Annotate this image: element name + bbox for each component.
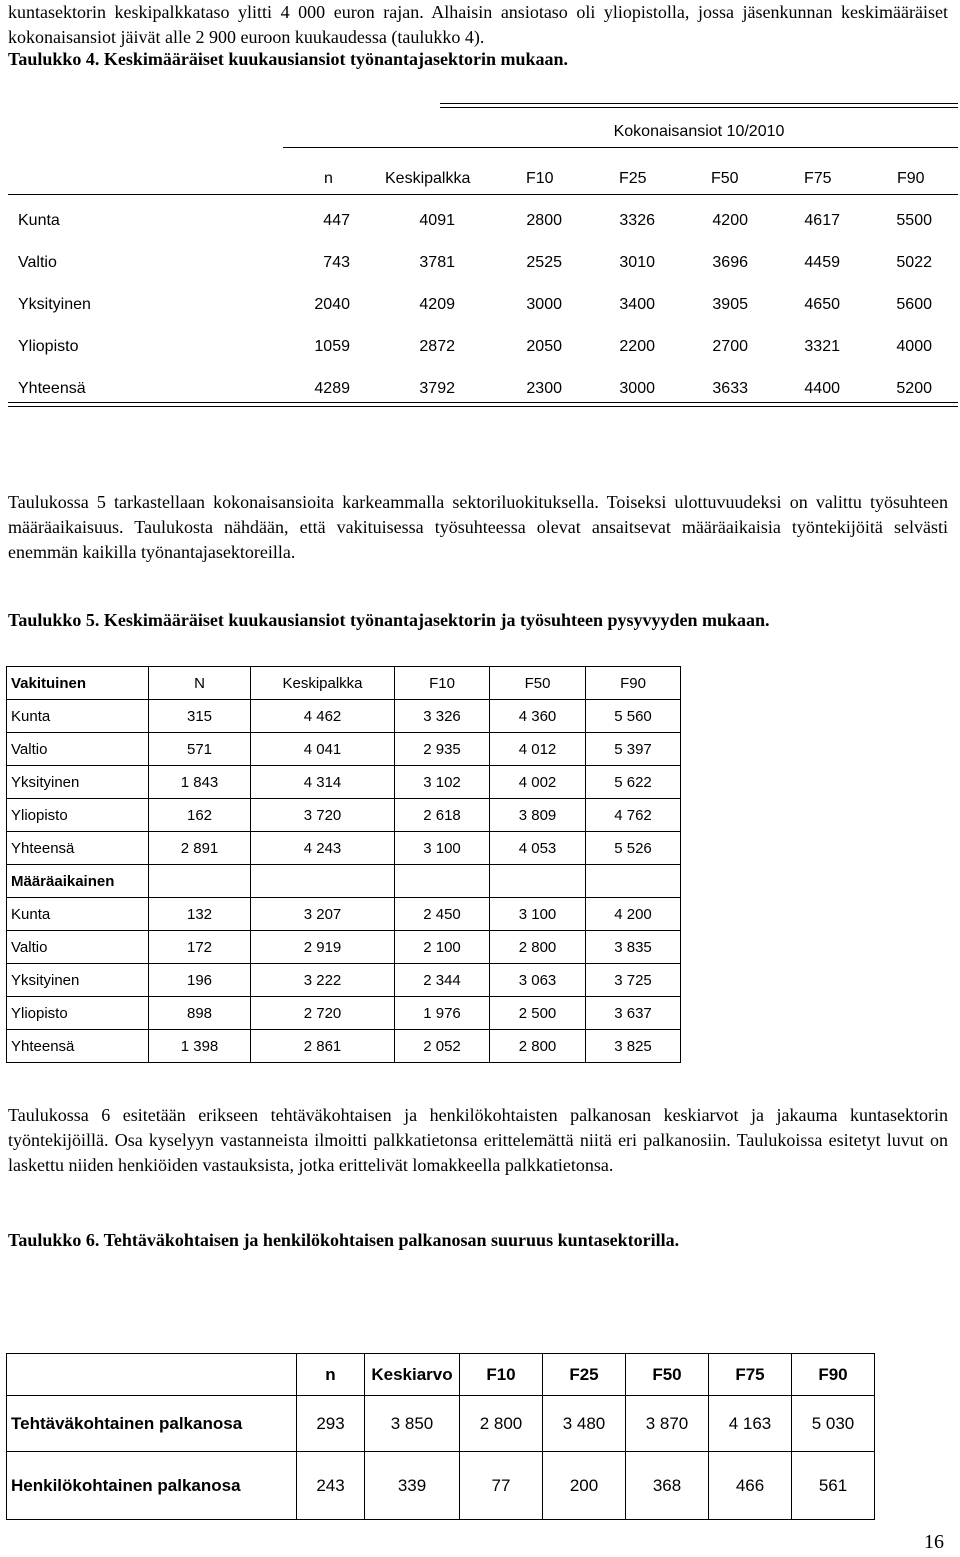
table4-bottom-rule — [8, 402, 958, 407]
table6-col-f50: F50 — [626, 1354, 709, 1396]
table4-cell: 4289 — [314, 380, 350, 397]
table5-row-label: Yliopisto — [7, 799, 149, 832]
table5-cell: 2 891 — [149, 832, 251, 865]
table5-cell: 2 052 — [395, 1030, 490, 1063]
table6-cell: 368 — [626, 1452, 709, 1520]
table4-caption: Taulukko 4. Keskimääräiset kuukausiansiot työnantajasektorin mukaan. — [8, 49, 568, 69]
table6-cell: 2 800 — [460, 1396, 543, 1452]
table4-row-label: Valtio — [18, 254, 57, 271]
table5-cell: 4 762 — [586, 799, 681, 832]
table5-cell: 4 200 — [586, 898, 681, 931]
table5-cell: 898 — [149, 997, 251, 1030]
table4-col-n: n — [324, 170, 333, 187]
table4-cell: 3905 — [712, 296, 748, 313]
table5-cell: 3 809 — [490, 799, 586, 832]
table5-cell: 315 — [149, 700, 251, 733]
table5-cell: 3 825 — [586, 1030, 681, 1063]
table4-cell: 3696 — [712, 254, 748, 271]
table5-cell: 5 526 — [586, 832, 681, 865]
table5-cell: 196 — [149, 964, 251, 997]
table4-cell: 4400 — [804, 380, 840, 397]
table5-cell: 2 861 — [251, 1030, 395, 1063]
table5-empty-cell — [251, 865, 395, 898]
table5-cell: 4 462 — [251, 700, 395, 733]
table5-cell: 3 326 — [395, 700, 490, 733]
table4-group-rule — [283, 147, 958, 148]
table4-cell: 4000 — [896, 338, 932, 355]
table4-row-label: Yksityinen — [18, 296, 91, 313]
table5-col-f90: F90 — [586, 667, 681, 700]
table-row — [7, 1452, 875, 1520]
table-row — [7, 667, 681, 700]
paragraph-2: Taulukossa 5 tarkastellaan kokonaisansioita karkeammalla sektoriluokituksella. Toiseksi ulottuvuudeksi on valittu työsuhteen määräaikaisuus. Taulukosta nähdään, että vakituisessa työsuhteessa olevat ansaitsevat määräaikaisia työntekijöitä selvästi enemmän kaikilla työnantajasektoreilla. — [8, 492, 948, 562]
table5-cell: 2 500 — [490, 997, 586, 1030]
table4-cell: 2200 — [619, 338, 655, 355]
table-row — [7, 997, 681, 1030]
page-number: 16 — [924, 1531, 944, 1553]
table5-cell: 3 222 — [251, 964, 395, 997]
table5-col-n: N — [149, 667, 251, 700]
table6-col-f10: F10 — [460, 1354, 543, 1396]
table6-col-f75: F75 — [709, 1354, 792, 1396]
table4-cell: 4209 — [419, 296, 455, 313]
table4-cell: 4091 — [419, 212, 455, 229]
table4-col-f50: F50 — [711, 170, 739, 187]
table5-cell: 2 720 — [251, 997, 395, 1030]
table-row — [7, 832, 681, 865]
table5-cell: 1 843 — [149, 766, 251, 799]
table6 — [6, 1353, 875, 1520]
table4-cell: 3010 — [619, 254, 655, 271]
table6-col-keskiarvo: Keskiarvo — [365, 1354, 460, 1396]
table5-cell: 2 800 — [490, 931, 586, 964]
table6-row-label: Henkilökohtainen palkanosa — [7, 1452, 297, 1520]
paragraph-3: Taulukossa 6 esitetään erikseen tehtäväkohtaisen ja henkilökohtaisten palkanosan keskiarvot ja jakauma kuntasektorin työntekijöillä. Osa kyselyyn vastanneista ilmoitti palkkatietonsa erittelemättä niitä eri palkanosiin. Taulukoissa esitetyt luvut on laskettu niiden henkiöiden vastauksista, jotka erittelivät lomakkeella palkkatietonsa. — [8, 1105, 948, 1175]
table5-cell: 4 012 — [490, 733, 586, 766]
table4-header-rule — [8, 194, 958, 195]
table4-col-f25: F25 — [619, 170, 647, 187]
table4-cell: 2872 — [419, 338, 455, 355]
table5-cell: 3 725 — [586, 964, 681, 997]
table4-cell: 4459 — [804, 254, 840, 271]
table6-cell: 3 480 — [543, 1396, 626, 1452]
table5-group-maaraaikainen: Määräaikainen — [7, 865, 149, 898]
table6-cell: 3 850 — [365, 1396, 460, 1452]
table4-cell: 2050 — [526, 338, 562, 355]
table5-cell: 4 243 — [251, 832, 395, 865]
table5-cell: 3 720 — [251, 799, 395, 832]
table6-cell: 243 — [297, 1452, 365, 1520]
table5-cell: 3 207 — [251, 898, 395, 931]
table5-cell: 3 100 — [395, 832, 490, 865]
table5-empty-cell — [490, 865, 586, 898]
table5-row-label: Yksityinen — [7, 766, 149, 799]
table4-cell: 3633 — [712, 380, 748, 397]
table4-group-header: Kokonaisansiot 10/2010 — [613, 123, 785, 140]
table5-cell: 132 — [149, 898, 251, 931]
table5-cell: 2 344 — [395, 964, 490, 997]
table5-cell: 162 — [149, 799, 251, 832]
table4-cell: 3781 — [419, 254, 455, 271]
table5-cell: 5 560 — [586, 700, 681, 733]
table5-caption: Taulukko 5. Keskimääräiset kuukausiansiot työnantajasektorin ja työsuhteen pysyvyyden mukaan. — [8, 610, 770, 630]
table5-row-label: Yhteensä — [7, 832, 149, 865]
table5-row-label: Yhteensä — [7, 1030, 149, 1063]
table5-cell: 4 314 — [251, 766, 395, 799]
table4-cell: 3000 — [619, 380, 655, 397]
table4-cell: 2525 — [526, 254, 562, 271]
table5-cell: 1 398 — [149, 1030, 251, 1063]
table4-cell: 2800 — [526, 212, 562, 229]
table5-cell: 4 053 — [490, 832, 586, 865]
table4-cell: 2040 — [314, 296, 350, 313]
table4 — [8, 100, 958, 410]
table5-row-label: Valtio — [7, 733, 149, 766]
table5-col-f10: F10 — [395, 667, 490, 700]
table4-col-f10: F10 — [526, 170, 554, 187]
table5-row-label: Kunta — [7, 700, 149, 733]
table4-cell: 3326 — [619, 212, 655, 229]
table4-col-f90: F90 — [897, 170, 925, 187]
table5-empty-cell — [586, 865, 681, 898]
table5-cell: 172 — [149, 931, 251, 964]
table4-cell: 2300 — [526, 380, 562, 397]
table5-col-f50: F50 — [490, 667, 586, 700]
intro-paragraph: kuntasektorin keskipalkkataso ylitti 4 000 euron rajan. Alhaisin ansiotaso oli yliopistolla, jossa jäsenkunnan keskimääräiset kokonaisansiot jäivät alle 2 900 euroon kuukaudessa (taulukko 4). — [8, 2, 948, 47]
table5-cell: 3 835 — [586, 931, 681, 964]
table6-empty-header — [7, 1354, 297, 1396]
table5-cell: 2 919 — [251, 931, 395, 964]
table4-cell: 5500 — [896, 212, 932, 229]
table4-cell: 1059 — [314, 338, 350, 355]
table5-cell: 3 102 — [395, 766, 490, 799]
table5-cell: 4 041 — [251, 733, 395, 766]
table-row — [7, 766, 681, 799]
table4-cell: 5200 — [896, 380, 932, 397]
table4-cell: 5600 — [896, 296, 932, 313]
table4-cell: 3792 — [419, 380, 455, 397]
table5-cell: 4 002 — [490, 766, 586, 799]
table6-cell: 200 — [543, 1452, 626, 1520]
table-row — [7, 865, 681, 898]
table5-empty-cell — [149, 865, 251, 898]
table4-cell: 3000 — [526, 296, 562, 313]
table5-empty-cell — [395, 865, 490, 898]
table-row — [7, 964, 681, 997]
table-row — [7, 700, 681, 733]
table6-cell: 3 870 — [626, 1396, 709, 1452]
table5-cell: 3 063 — [490, 964, 586, 997]
table6-cell: 77 — [460, 1452, 543, 1520]
table5-cell: 3 637 — [586, 997, 681, 1030]
table4-cell: 4650 — [804, 296, 840, 313]
table4-cell: 4617 — [804, 212, 840, 229]
table5-cell: 1 976 — [395, 997, 490, 1030]
table5 — [6, 666, 681, 1063]
table4-col-keskipalkka: Keskipalkka — [385, 170, 471, 187]
table4-col-f75: F75 — [804, 170, 832, 187]
table6-caption: Taulukko 6. Tehtäväkohtaisen ja henkilökohtaisen palkanosan suuruus kuntasektorilla. — [8, 1230, 680, 1250]
table5-row-label: Yliopisto — [7, 997, 149, 1030]
table4-row-label: Kunta — [18, 212, 60, 229]
table6-cell: 293 — [297, 1396, 365, 1452]
table5-cell: 2 935 — [395, 733, 490, 766]
table4-cell: 3400 — [619, 296, 655, 313]
table5-row-label: Valtio — [7, 931, 149, 964]
table4-cell: 2700 — [712, 338, 748, 355]
table-row — [7, 1354, 875, 1396]
table-row — [7, 1396, 875, 1452]
table4-row-label: Yliopisto — [18, 338, 79, 355]
table4-cell: 447 — [323, 212, 350, 229]
table5-cell: 5 397 — [586, 733, 681, 766]
table4-cell: 3321 — [804, 338, 840, 355]
table6-col-f90: F90 — [792, 1354, 875, 1396]
table5-cell: 2 450 — [395, 898, 490, 931]
table5-cell: 2 100 — [395, 931, 490, 964]
table5-row-label: Yksityinen — [7, 964, 149, 997]
table5-row-label: Kunta — [7, 898, 149, 931]
table5-cell: 2 800 — [490, 1030, 586, 1063]
table-row — [7, 733, 681, 766]
table5-group-vakituinen: Vakituinen — [7, 667, 149, 700]
table-row — [7, 898, 681, 931]
table6-cell: 5 030 — [792, 1396, 875, 1452]
table-row — [7, 931, 681, 964]
table4-cell: 4200 — [712, 212, 748, 229]
table6-col-f25: F25 — [543, 1354, 626, 1396]
table5-cell: 571 — [149, 733, 251, 766]
table-row — [7, 799, 681, 832]
table-row — [7, 1030, 681, 1063]
table6-cell: 339 — [365, 1452, 460, 1520]
table5-cell: 5 622 — [586, 766, 681, 799]
table4-row-label: Yhteensä — [18, 380, 86, 397]
table6-cell: 466 — [709, 1452, 792, 1520]
table4-top-rule — [440, 103, 958, 108]
table6-cell: 4 163 — [709, 1396, 792, 1452]
table5-cell: 3 100 — [490, 898, 586, 931]
table6-cell: 561 — [792, 1452, 875, 1520]
table6-row-label: Tehtäväkohtainen palkanosa — [7, 1396, 297, 1452]
table5-cell: 4 360 — [490, 700, 586, 733]
table5-cell: 2 618 — [395, 799, 490, 832]
table5-col-keskipalkka: Keskipalkka — [251, 667, 395, 700]
table6-col-n: n — [297, 1354, 365, 1396]
table4-cell: 5022 — [896, 254, 932, 271]
table4-cell: 743 — [323, 254, 350, 271]
